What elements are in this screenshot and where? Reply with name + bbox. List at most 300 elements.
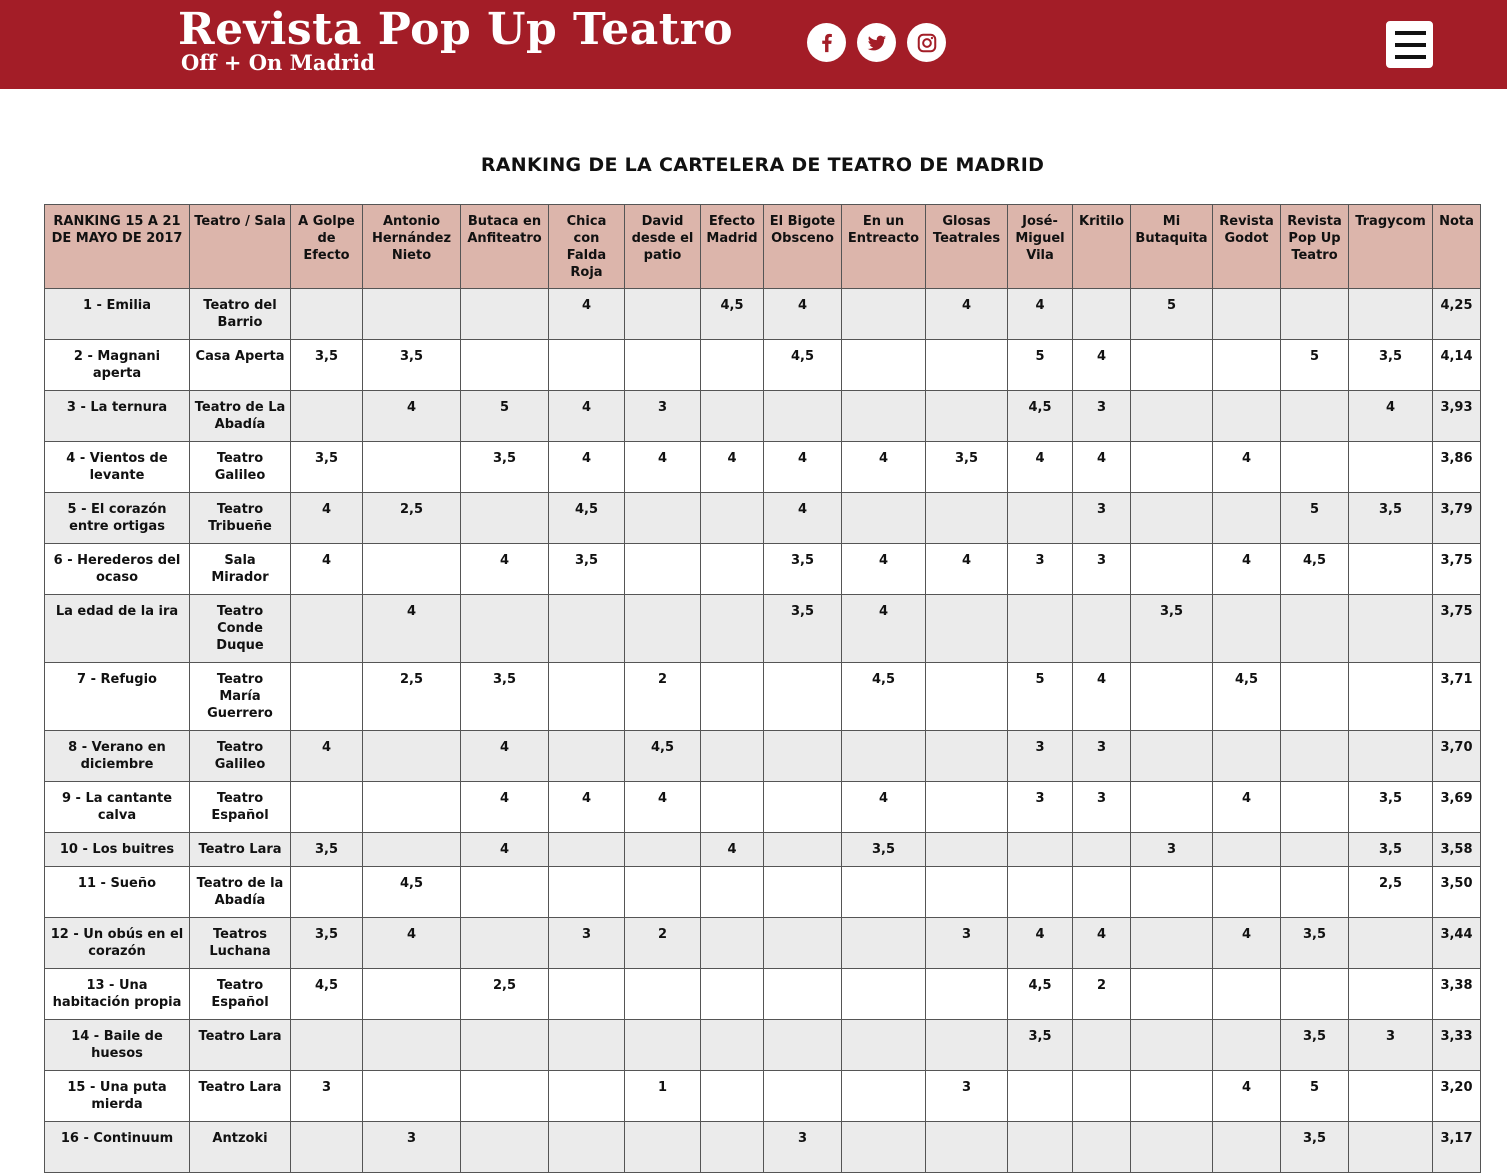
column-header: José-Miguel Vila <box>1008 205 1073 289</box>
critic-score-cell <box>363 442 461 493</box>
critic-score-cell <box>1349 969 1433 1020</box>
critic-score-cell <box>842 340 926 391</box>
critic-score-cell <box>926 833 1008 867</box>
critic-score-cell <box>1131 340 1213 391</box>
column-header: Tragycom <box>1349 205 1433 289</box>
theater-cell: Teatro Galileo <box>190 731 291 782</box>
critic-score-cell: 5 <box>1281 493 1349 544</box>
play-title-cell: 5 - El corazón entre ortigas <box>45 493 190 544</box>
table-row <box>45 340 1481 391</box>
critic-score-cell: 4 <box>1073 918 1131 969</box>
critic-score-cell <box>1073 1122 1131 1173</box>
critic-score-cell: 3 <box>1073 782 1131 833</box>
critic-score-cell: 4,5 <box>701 289 764 340</box>
critic-score-cell <box>701 663 764 731</box>
critic-score-cell <box>764 1020 842 1071</box>
play-title-cell: 1 - Emilia <box>45 289 190 340</box>
critic-score-cell: 3,5 <box>291 442 363 493</box>
critic-score-cell <box>926 391 1008 442</box>
critic-score-cell <box>701 731 764 782</box>
critic-score-cell: 4 <box>461 731 549 782</box>
critic-score-cell: 3 <box>1008 544 1073 595</box>
critic-score-cell <box>291 867 363 918</box>
critic-score-cell <box>1281 442 1349 493</box>
critic-score-cell <box>764 731 842 782</box>
critic-score-cell <box>625 969 701 1020</box>
theater-cell: Teatro Lara <box>190 1020 291 1071</box>
critic-score-cell: 4 <box>764 289 842 340</box>
critic-score-cell <box>625 340 701 391</box>
critic-score-cell: 2,5 <box>363 493 461 544</box>
column-header: Chica con Falda Roja <box>549 205 625 289</box>
critic-score-cell: 4,5 <box>842 663 926 731</box>
theater-cell: Sala Mirador <box>190 544 291 595</box>
critic-score-cell <box>842 1071 926 1122</box>
critic-score-cell <box>1131 731 1213 782</box>
critic-score-cell <box>625 493 701 544</box>
critic-score-cell: 1 <box>625 1071 701 1122</box>
critic-score-cell: 5 <box>461 391 549 442</box>
column-header: En un Entreacto <box>842 205 926 289</box>
critic-score-cell: 4,5 <box>764 340 842 391</box>
critic-score-cell <box>1349 442 1433 493</box>
score-average-cell: 3,79 <box>1433 493 1481 544</box>
critic-score-cell <box>842 391 926 442</box>
column-header: Teatro / Sala <box>190 205 291 289</box>
critic-score-cell <box>701 1122 764 1173</box>
critic-score-cell: 2 <box>1073 969 1131 1020</box>
page-title: RANKING DE LA CARTELERA DE TEATRO DE MADRID <box>480 154 1045 176</box>
critic-score-cell: 5 <box>1131 289 1213 340</box>
play-title-cell: 7 - Refugio <box>45 663 190 731</box>
critic-score-cell: 4,5 <box>1008 391 1073 442</box>
critic-score-cell: 4,5 <box>625 731 701 782</box>
facebook-button[interactable] <box>807 23 846 62</box>
critic-score-cell <box>842 731 926 782</box>
critic-score-cell <box>1131 1122 1213 1173</box>
column-header: Nota <box>1433 205 1481 289</box>
critic-score-cell: 4 <box>549 782 625 833</box>
critic-score-cell: 3,5 <box>1131 595 1213 663</box>
column-header: Antonio Hernández Nieto <box>363 205 461 289</box>
critic-score-cell <box>1213 595 1281 663</box>
critic-score-cell <box>842 867 926 918</box>
critic-score-cell: 3 <box>363 1122 461 1173</box>
site-header <box>0 0 1507 89</box>
play-title-cell: 13 - Una habitación propia <box>45 969 190 1020</box>
critic-score-cell: 3,5 <box>549 544 625 595</box>
critic-score-cell <box>363 544 461 595</box>
critic-score-cell <box>1281 833 1349 867</box>
critic-score-cell <box>701 867 764 918</box>
theater-cell: Teatro Lara <box>190 1071 291 1122</box>
critic-score-cell <box>549 867 625 918</box>
critic-score-cell: 4 <box>549 442 625 493</box>
critic-score-cell <box>1131 663 1213 731</box>
critic-score-cell: 3,5 <box>1349 782 1433 833</box>
score-average-cell: 4,14 <box>1433 340 1481 391</box>
table-row <box>45 1122 1481 1173</box>
critic-score-cell <box>1213 493 1281 544</box>
critic-score-cell <box>1213 833 1281 867</box>
critic-score-cell <box>461 1071 549 1122</box>
critic-score-cell <box>1131 1020 1213 1071</box>
critic-score-cell <box>842 1020 926 1071</box>
critic-score-cell <box>842 289 926 340</box>
critic-score-cell <box>1131 918 1213 969</box>
critic-score-cell <box>1213 1122 1281 1173</box>
critic-score-cell <box>701 918 764 969</box>
critic-score-cell: 3,5 <box>291 340 363 391</box>
critic-score-cell <box>1281 731 1349 782</box>
critic-score-cell <box>842 1122 926 1173</box>
critic-score-cell: 4 <box>842 595 926 663</box>
twitter-icon <box>866 32 888 54</box>
theater-cell: Teatro Español <box>190 782 291 833</box>
critic-score-cell: 4 <box>625 442 701 493</box>
ranking-table <box>44 204 1481 1173</box>
critic-score-cell <box>1008 595 1073 663</box>
table-row <box>45 544 1481 595</box>
critic-score-cell <box>1349 1071 1433 1122</box>
score-average-cell: 3,17 <box>1433 1122 1481 1173</box>
critic-score-cell <box>363 731 461 782</box>
column-header: Efecto Madrid <box>701 205 764 289</box>
critic-score-cell: 3 <box>625 391 701 442</box>
critic-score-cell: 4 <box>764 442 842 493</box>
critic-score-cell: 4 <box>842 544 926 595</box>
critic-score-cell: 3 <box>1073 544 1131 595</box>
critic-score-cell <box>461 595 549 663</box>
critic-score-cell <box>926 969 1008 1020</box>
critic-score-cell: 5 <box>1281 340 1349 391</box>
critic-score-cell <box>1213 391 1281 442</box>
score-average-cell: 3,20 <box>1433 1071 1481 1122</box>
critic-score-cell <box>764 782 842 833</box>
critic-score-cell <box>926 493 1008 544</box>
critic-score-cell <box>461 493 549 544</box>
critic-score-cell <box>926 867 1008 918</box>
theater-cell: Casa Aperta <box>190 340 291 391</box>
critic-score-cell: 4,5 <box>1281 544 1349 595</box>
critic-score-cell <box>461 340 549 391</box>
critic-score-cell <box>842 493 926 544</box>
critic-score-cell <box>461 1122 549 1173</box>
theater-cell: Teatro Conde Duque <box>190 595 291 663</box>
critic-score-cell: 4 <box>1213 918 1281 969</box>
critic-score-cell: 2 <box>625 918 701 969</box>
critic-score-cell <box>1349 731 1433 782</box>
critic-score-cell <box>1349 663 1433 731</box>
critic-score-cell <box>363 782 461 833</box>
critic-score-cell <box>363 289 461 340</box>
critic-score-cell: 4 <box>926 544 1008 595</box>
critic-score-cell <box>701 1020 764 1071</box>
critic-score-cell <box>1281 867 1349 918</box>
critic-score-cell <box>1008 867 1073 918</box>
critic-score-cell <box>549 663 625 731</box>
critic-score-cell <box>926 1020 1008 1071</box>
critic-score-cell <box>1281 595 1349 663</box>
critic-score-cell <box>461 1020 549 1071</box>
table-row <box>45 782 1481 833</box>
critic-score-cell: 3,5 <box>1281 1122 1349 1173</box>
score-average-cell: 3,58 <box>1433 833 1481 867</box>
critic-score-cell <box>291 595 363 663</box>
critic-score-cell <box>461 918 549 969</box>
critic-score-cell <box>1073 867 1131 918</box>
critic-score-cell <box>1073 595 1131 663</box>
critic-score-cell <box>625 833 701 867</box>
critic-score-cell <box>1281 969 1349 1020</box>
table-row <box>45 289 1481 340</box>
critic-score-cell <box>764 867 842 918</box>
critic-score-cell: 2 <box>625 663 701 731</box>
column-header: RANKING 15 A 21 DE MAYO DE 2017 <box>45 205 190 289</box>
critic-score-cell <box>291 1020 363 1071</box>
play-title-cell: 12 - Un obús en el corazón <box>45 918 190 969</box>
critic-score-cell <box>1213 340 1281 391</box>
critic-score-cell: 4 <box>1073 663 1131 731</box>
score-average-cell: 3,44 <box>1433 918 1481 969</box>
play-title-cell: 2 - Magnani aperta <box>45 340 190 391</box>
critic-score-cell <box>549 833 625 867</box>
table-row <box>45 1071 1481 1122</box>
critic-score-cell: 3,5 <box>461 442 549 493</box>
critic-score-cell <box>291 782 363 833</box>
score-average-cell: 3,38 <box>1433 969 1481 1020</box>
critic-score-cell <box>701 969 764 1020</box>
site-title[interactable]: Revista Pop Up Teatro <box>178 4 734 55</box>
play-title-cell: 14 - Baile de huesos <box>45 1020 190 1071</box>
critic-score-cell: 3 <box>291 1071 363 1122</box>
play-title-cell: 6 - Herederos del ocaso <box>45 544 190 595</box>
critic-score-cell <box>1281 782 1349 833</box>
header-row <box>45 205 1481 289</box>
column-header: Revista Godot <box>1213 205 1281 289</box>
critic-score-cell: 4 <box>625 782 701 833</box>
theater-cell: Antzoki <box>190 1122 291 1173</box>
critic-score-cell <box>701 340 764 391</box>
critic-score-cell: 4 <box>764 493 842 544</box>
score-average-cell: 3,86 <box>1433 442 1481 493</box>
critic-score-cell <box>1131 782 1213 833</box>
critic-score-cell: 5 <box>1008 340 1073 391</box>
critic-score-cell <box>926 1122 1008 1173</box>
critic-score-cell: 3 <box>549 918 625 969</box>
critic-score-cell <box>842 918 926 969</box>
table-row <box>45 493 1481 544</box>
table-row <box>45 391 1481 442</box>
critic-score-cell <box>1349 595 1433 663</box>
table-row <box>45 1020 1481 1071</box>
play-title-cell: 9 - La cantante calva <box>45 782 190 833</box>
critic-score-cell: 3 <box>1073 391 1131 442</box>
critic-score-cell: 3 <box>926 918 1008 969</box>
theater-cell: Teatro de La Abadía <box>190 391 291 442</box>
critic-score-cell: 4 <box>549 289 625 340</box>
critic-score-cell <box>1073 1071 1131 1122</box>
critic-score-cell <box>1281 391 1349 442</box>
critic-score-cell: 3,5 <box>291 833 363 867</box>
critic-score-cell <box>549 340 625 391</box>
critic-score-cell: 3,5 <box>461 663 549 731</box>
critic-score-cell: 4 <box>363 918 461 969</box>
score-average-cell: 3,71 <box>1433 663 1481 731</box>
score-average-cell: 3,50 <box>1433 867 1481 918</box>
critic-score-cell: 4 <box>1073 442 1131 493</box>
critic-score-cell <box>1073 833 1131 867</box>
critic-score-cell <box>1008 833 1073 867</box>
critic-score-cell: 3,5 <box>764 595 842 663</box>
critic-score-cell: 4 <box>842 782 926 833</box>
critic-score-cell: 4 <box>461 833 549 867</box>
critic-score-cell: 4 <box>549 391 625 442</box>
critic-score-cell: 3,5 <box>291 918 363 969</box>
critic-score-cell <box>625 544 701 595</box>
critic-score-cell: 4 <box>363 595 461 663</box>
critic-score-cell <box>1131 867 1213 918</box>
table-row <box>45 595 1481 663</box>
critic-score-cell: 3 <box>764 1122 842 1173</box>
critic-score-cell <box>926 731 1008 782</box>
critic-score-cell: 4 <box>701 833 764 867</box>
column-header: Revista Pop Up Teatro <box>1281 205 1349 289</box>
critic-score-cell <box>764 391 842 442</box>
critic-score-cell <box>764 833 842 867</box>
critic-score-cell <box>701 782 764 833</box>
critic-score-cell <box>1349 289 1433 340</box>
critic-score-cell: 4 <box>461 544 549 595</box>
critic-score-cell: 3,5 <box>1349 493 1433 544</box>
critic-score-cell: 4 <box>701 442 764 493</box>
play-title-cell: 4 - Vientos de levante <box>45 442 190 493</box>
critic-score-cell <box>764 663 842 731</box>
critic-score-cell <box>1131 1071 1213 1122</box>
ranking-table-body <box>45 289 1481 1173</box>
critic-score-cell <box>1008 1071 1073 1122</box>
critic-score-cell <box>764 1071 842 1122</box>
site-subtitle: Off + On Madrid <box>181 50 375 75</box>
critic-score-cell: 4 <box>291 493 363 544</box>
score-average-cell: 3,33 <box>1433 1020 1481 1071</box>
critic-score-cell: 3 <box>1131 833 1213 867</box>
table-row <box>45 731 1481 782</box>
critic-score-cell <box>363 833 461 867</box>
theater-cell: Teatro Español <box>190 969 291 1020</box>
critic-score-cell <box>926 782 1008 833</box>
hamburger-menu-button[interactable] <box>1386 21 1433 68</box>
critic-score-cell: 4,5 <box>1008 969 1073 1020</box>
critic-score-cell <box>1131 544 1213 595</box>
critic-score-cell: 2,5 <box>461 969 549 1020</box>
critic-score-cell <box>363 1071 461 1122</box>
critic-score-cell: 4 <box>291 544 363 595</box>
critic-score-cell: 4 <box>1213 442 1281 493</box>
critic-score-cell <box>701 493 764 544</box>
critic-score-cell: 4 <box>1213 544 1281 595</box>
critic-score-cell <box>926 340 1008 391</box>
critic-score-cell <box>291 391 363 442</box>
critic-score-cell: 4 <box>1008 918 1073 969</box>
ranking-table-header <box>45 205 1481 289</box>
critic-score-cell: 3 <box>1008 731 1073 782</box>
critic-score-cell <box>764 918 842 969</box>
facebook-icon <box>816 32 838 54</box>
instagram-button[interactable] <box>907 23 946 62</box>
critic-score-cell <box>1008 493 1073 544</box>
critic-score-cell: 3 <box>1073 493 1131 544</box>
critic-score-cell <box>461 289 549 340</box>
critic-score-cell <box>701 391 764 442</box>
column-header: Butaca en Anfiteatro <box>461 205 549 289</box>
critic-score-cell: 3,5 <box>1349 340 1433 391</box>
play-title-cell: 10 - Los buitres <box>45 833 190 867</box>
critic-score-cell <box>549 1020 625 1071</box>
column-header: David desde el patio <box>625 205 701 289</box>
critic-score-cell <box>1213 969 1281 1020</box>
critic-score-cell <box>625 867 701 918</box>
critic-score-cell: 4 <box>291 731 363 782</box>
critic-score-cell <box>926 595 1008 663</box>
critic-score-cell: 3,5 <box>764 544 842 595</box>
twitter-button[interactable] <box>857 23 896 62</box>
critic-score-cell <box>701 595 764 663</box>
critic-score-cell <box>764 969 842 1020</box>
critic-score-cell <box>701 1071 764 1122</box>
theater-cell: Teatro Tribueñe <box>190 493 291 544</box>
play-title-cell: 15 - Una puta mierda <box>45 1071 190 1122</box>
critic-score-cell: 4 <box>1008 289 1073 340</box>
critic-score-cell <box>1131 969 1213 1020</box>
theater-cell: Teatro de la Abadía <box>190 867 291 918</box>
critic-score-cell <box>1213 867 1281 918</box>
table-row <box>45 442 1481 493</box>
play-title-cell: La edad de la ira <box>45 595 190 663</box>
table-row <box>45 867 1481 918</box>
column-header: A Golpe de Efecto <box>291 205 363 289</box>
critic-score-cell: 4 <box>842 442 926 493</box>
table-row <box>45 663 1481 731</box>
column-header: Kritilo <box>1073 205 1131 289</box>
critic-score-cell <box>1073 1020 1131 1071</box>
critic-score-cell: 3,5 <box>1281 918 1349 969</box>
score-average-cell: 3,70 <box>1433 731 1481 782</box>
score-average-cell: 3,69 <box>1433 782 1481 833</box>
critic-score-cell <box>549 1071 625 1122</box>
critic-score-cell <box>1349 918 1433 969</box>
score-average-cell: 3,75 <box>1433 595 1481 663</box>
theater-cell: Teatro Galileo <box>190 442 291 493</box>
score-average-cell: 4,25 <box>1433 289 1481 340</box>
critic-score-cell <box>1008 1122 1073 1173</box>
theater-cell: Teatros Luchana <box>190 918 291 969</box>
critic-score-cell: 3 <box>1073 731 1131 782</box>
critic-score-cell <box>549 1122 625 1173</box>
critic-score-cell: 5 <box>1008 663 1073 731</box>
table-row <box>45 918 1481 969</box>
critic-score-cell: 2,5 <box>363 663 461 731</box>
critic-score-cell: 4,5 <box>291 969 363 1020</box>
critic-score-cell: 4,5 <box>1213 663 1281 731</box>
critic-score-cell <box>291 663 363 731</box>
critic-score-cell <box>461 867 549 918</box>
critic-score-cell: 4 <box>1213 1071 1281 1122</box>
critic-score-cell <box>842 969 926 1020</box>
critic-score-cell <box>1281 663 1349 731</box>
critic-score-cell: 3,5 <box>1281 1020 1349 1071</box>
critic-score-cell <box>363 969 461 1020</box>
